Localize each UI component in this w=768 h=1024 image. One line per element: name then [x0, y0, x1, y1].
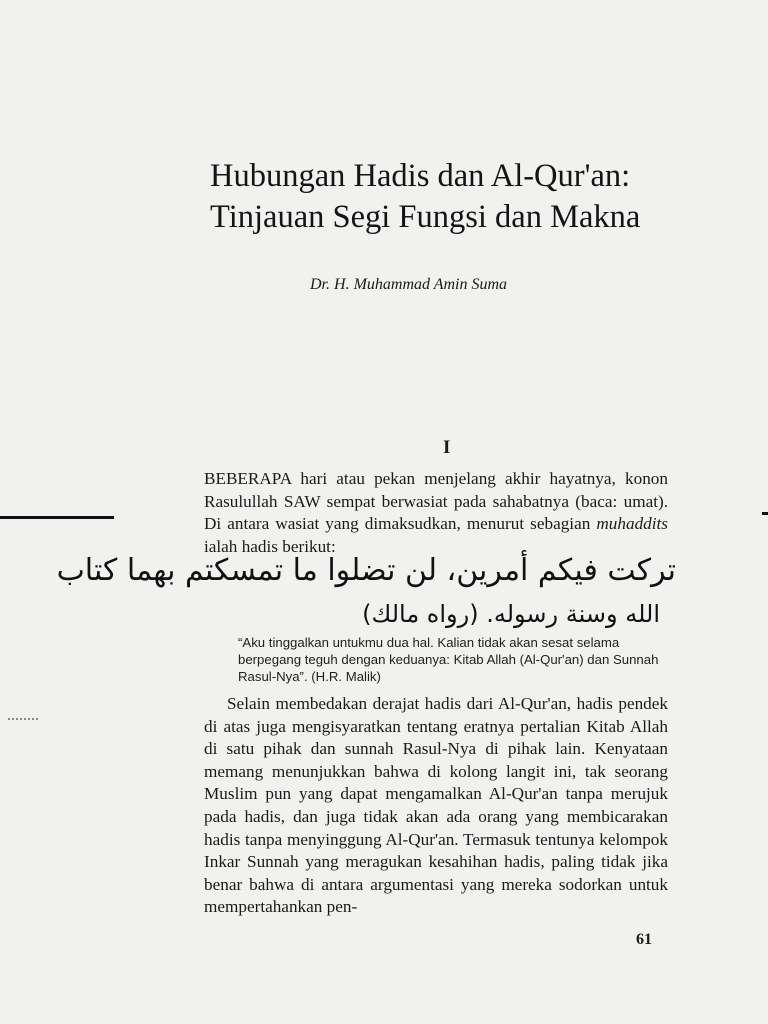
scan-edge-mark-right	[762, 512, 768, 515]
article-title	[210, 156, 710, 238]
scan-artifact-dots	[8, 718, 38, 723]
title-line-2: Tinjauan Segi Fungsi dan Makna	[210, 199, 641, 235]
paragraph-1-text-a: BEBERAPA hari atau pekan menjelang akhir hayatnya, konon Rasulullah SAW sempat berwasiat pada sahabatnya (baca: umat). Di antara wasiat yang dimaksudkan, menurut sebagian	[204, 469, 668, 534]
page-number: 61	[636, 931, 652, 948]
hadith-translation: “Aku tinggalkan untukmu dua hal. Kalian tidak akan sesat selama berpegang teguh dengan keduanya: Kitab Allah (Al-Qur'an) dan Sunnah Rasul-Nya”. (H.R. Malik)	[238, 635, 659, 684]
section-number: I	[443, 437, 451, 458]
paragraph-1-text-b: ialah hadis berikut:	[204, 536, 336, 556]
paragraph-2: Selain membedakan derajat hadis dari Al-Qur'an, hadis pendek di atas juga mengisyaratkan tentang eratnya pertalian Kitab Allah di satu pihak dan sunnah Rasul-Nya di pihak lain. Kenyataan memang menunjukkan bahwa di kolong langit ini, tak seorang Muslim pun yang dapat mengamalkan Al-Qur'an tanpa merujuk pada hadis, dan juga tidak akan ada orang yang membicarakan hadis tanpa menyinggung Al-Qur'an. Termasuk tentunya kelompok Inkar Sunnah yang meragukan kesahihan hadis, paling tidak jika benar bahwa di antara argumentasi yang mereka sodorkan untuk mempertahankan pen-	[204, 694, 668, 917]
scan-edge-mark-left	[0, 516, 114, 519]
paragraph-1	[204, 468, 668, 558]
hadith-arabic-line-2: الله وسنة رسوله. (رواه مالك)	[362, 600, 660, 628]
paragraph-1-italic-term: muhaddits	[596, 514, 668, 534]
author-name: Dr. H. Muhammad Amin Suma	[310, 276, 508, 293]
hadith-arabic-line-1: تركت فيكم أمرين، لن تضلوا ما تمسكتم بهما كتاب	[56, 553, 676, 588]
title-line-1: Hubungan Hadis dan Al-Qur'an:	[210, 158, 631, 194]
